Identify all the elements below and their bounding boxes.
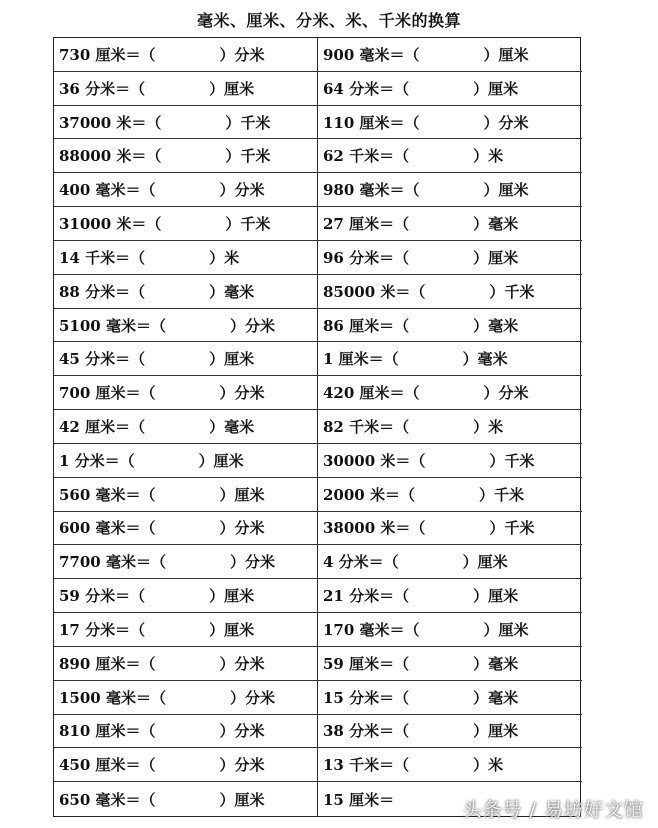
problem-question: 110 厘米＝（ — [323, 113, 420, 132]
problem-unit: ）分米 — [219, 756, 265, 775]
problem-cell-left — [54, 309, 318, 343]
problem-unit: ）毫米 — [473, 215, 519, 234]
problem-question: 30000 米＝（ — [323, 451, 426, 470]
problem-cell-left — [54, 647, 318, 681]
problem-unit: ）米 — [473, 417, 504, 436]
problem-unit: ）千米 — [225, 113, 271, 132]
problem-question: 400 毫米＝（ — [59, 181, 156, 200]
problem-cell-left — [54, 512, 318, 546]
problem-cell-left — [54, 545, 318, 579]
problem-unit: ）千米 — [225, 215, 271, 234]
problem-cell-right — [318, 275, 582, 309]
problem-cell-right — [318, 748, 582, 782]
problem-unit: ）分米 — [219, 519, 265, 538]
conversion-table — [53, 37, 581, 817]
problem-cell-right — [318, 681, 582, 715]
problem-question: 650 毫米＝（ — [59, 790, 156, 809]
problem-question: 85000 米＝（ — [323, 282, 426, 301]
problem-unit: ）厘米 — [209, 350, 255, 369]
problem-unit: ）厘米 — [209, 587, 255, 606]
problem-unit: ）厘米 — [483, 45, 529, 64]
problem-cell-right — [318, 579, 582, 613]
problem-unit: ）毫米 — [209, 282, 255, 301]
problem-unit: ）厘米 — [219, 790, 265, 809]
problem-cell-right — [318, 241, 582, 275]
problem-question: 37000 米＝（ — [59, 113, 162, 132]
problem-unit: ）分米 — [219, 181, 265, 200]
problem-question: 420 厘米＝（ — [323, 384, 420, 403]
problem-question: 810 厘米＝（ — [59, 722, 156, 741]
problem-cell-right — [318, 106, 582, 140]
problem-question: 86 厘米＝（ — [323, 316, 410, 335]
problem-cell-right — [318, 139, 582, 173]
problem-cell-left — [54, 748, 318, 782]
problem-cell-right — [318, 545, 582, 579]
problem-question: 890 厘米＝（ — [59, 654, 156, 673]
problem-unit: ）分米 — [483, 384, 529, 403]
problem-question: 4 分米＝（ — [323, 553, 399, 572]
problem-cell-right — [318, 207, 582, 241]
problem-cell-left — [54, 139, 318, 173]
problem-cell-left — [54, 715, 318, 749]
problem-unit: ）厘米 — [483, 181, 529, 200]
problem-question: 1 厘米＝（ — [323, 350, 399, 369]
problem-cell-left — [54, 207, 318, 241]
problem-cell-left — [54, 681, 318, 715]
problem-cell-left — [54, 241, 318, 275]
problem-cell-right — [318, 715, 582, 749]
problem-cell-right — [318, 72, 582, 106]
problem-unit: ）厘米 — [219, 485, 265, 504]
problem-question: 38000 米＝（ — [323, 519, 426, 538]
problem-question: 59 分米＝（ — [59, 587, 146, 606]
problem-cell-left — [54, 106, 318, 140]
problem-unit: ）米 — [473, 147, 504, 166]
problem-unit: ）千米 — [489, 519, 535, 538]
problem-unit: ）厘米 — [473, 79, 519, 98]
problem-cell-right — [318, 376, 582, 410]
problem-question: 88000 米＝（ — [59, 147, 162, 166]
problem-question: 980 毫米＝（ — [323, 181, 420, 200]
problem-question: 1500 毫米＝（ — [59, 688, 166, 707]
problem-unit: ）千米 — [478, 485, 524, 504]
problem-unit: ）分米 — [219, 45, 265, 64]
problem-question: 88 分米＝（ — [59, 282, 146, 301]
problem-question: 600 毫米＝（ — [59, 519, 156, 538]
problem-unit: ）毫米 — [209, 417, 255, 436]
problem-question: 700 厘米＝（ — [59, 384, 156, 403]
problem-unit: ）分米 — [229, 553, 275, 572]
problem-unit: ）分米 — [219, 654, 265, 673]
problem-cell-right — [318, 38, 582, 72]
problem-cell-left — [54, 444, 318, 478]
problem-cell-right — [318, 512, 582, 546]
problem-question: 36 分米＝（ — [59, 79, 146, 98]
problem-question: 42 厘米＝（ — [59, 417, 146, 436]
problem-unit: ）厘米 — [483, 620, 529, 639]
problem-cell-left — [54, 173, 318, 207]
problem-cell-right — [318, 647, 582, 681]
watermark-text: 头条号 / 易坊好文馆 — [462, 799, 644, 821]
problem-question: 450 厘米＝（ — [59, 756, 156, 775]
problem-question: 82 千米＝（ — [323, 417, 410, 436]
problem-question: 21 分米＝（ — [323, 587, 410, 606]
problem-cell-left — [54, 38, 318, 72]
problem-question: 38 分米＝（ — [323, 722, 410, 741]
problem-unit: ）分米 — [219, 722, 265, 741]
watermark — [463, 795, 644, 822]
problem-unit: ）千米 — [489, 282, 535, 301]
problem-unit: ）毫米 — [462, 350, 508, 369]
problem-cell-right — [318, 478, 582, 512]
problem-question: 730 厘米＝（ — [59, 45, 156, 64]
problem-cell-right — [318, 613, 582, 647]
problem-question: 14 千米＝（ — [59, 248, 146, 267]
problem-question: 15 分米＝（ — [323, 688, 410, 707]
problem-unit: ）分米 — [229, 688, 275, 707]
problem-unit: ）厘米 — [209, 79, 255, 98]
problem-unit: ）米 — [209, 248, 240, 267]
problem-cell-left — [54, 376, 318, 410]
problem-question: 31000 米＝（ — [59, 215, 162, 234]
problem-unit: ）厘米 — [462, 553, 508, 572]
problem-cell-left — [54, 410, 318, 444]
problem-question: 15 厘米＝ — [323, 790, 395, 809]
problem-unit: ）千米 — [489, 451, 535, 470]
problem-unit: ）分米 — [229, 316, 275, 335]
problem-unit: ）毫米 — [473, 316, 519, 335]
problem-question: 64 分米＝（ — [323, 79, 410, 98]
problem-unit: ）分米 — [219, 384, 265, 403]
problem-cell-left — [54, 782, 318, 816]
problem-question: 900 毫米＝（ — [323, 45, 420, 64]
problem-cell-right — [318, 410, 582, 444]
problem-question: 7700 毫米＝（ — [59, 553, 166, 572]
problem-unit: ）米 — [473, 756, 504, 775]
problem-cell-left — [54, 613, 318, 647]
problem-question: 27 厘米＝（ — [323, 215, 410, 234]
problem-unit: ）厘米 — [473, 248, 519, 267]
problem-question: 59 厘米＝（ — [323, 654, 410, 673]
problem-question: 96 分米＝（ — [323, 248, 410, 267]
problem-unit: ）毫米 — [473, 688, 519, 707]
problem-question: 1 分米＝（ — [59, 451, 135, 470]
problem-question: 5100 毫米＝（ — [59, 316, 166, 335]
problem-cell-right — [318, 444, 582, 478]
problem-unit: ）毫米 — [473, 654, 519, 673]
problem-cell-right — [318, 309, 582, 343]
problem-cell-left — [54, 342, 318, 376]
problem-question: 2000 米＝（ — [323, 485, 415, 504]
problem-question: 45 分米＝（ — [59, 350, 146, 369]
problem-question: 170 毫米＝（ — [323, 620, 420, 639]
problem-cell-left — [54, 72, 318, 106]
problem-unit: ）千米 — [225, 147, 271, 166]
problem-cell-right — [318, 342, 582, 376]
problem-cell-left — [54, 275, 318, 309]
problem-question: 62 千米＝（ — [323, 147, 410, 166]
problem-unit: ）厘米 — [473, 722, 519, 741]
problem-question: 560 毫米＝（ — [59, 485, 156, 504]
worksheet-title: 毫米、厘米、分米、米、千米的换算 — [196, 11, 461, 30]
problem-cell-left — [54, 579, 318, 613]
problem-unit: ）分米 — [483, 113, 529, 132]
problem-question: 17 分米＝（ — [59, 620, 146, 639]
problem-unit: ）厘米 — [198, 451, 244, 470]
problem-unit: ）厘米 — [473, 587, 519, 606]
problem-unit: ）厘米 — [209, 620, 255, 639]
problem-question: 13 千米＝（ — [323, 756, 410, 775]
problem-cell-left — [54, 478, 318, 512]
problem-cell-right — [318, 173, 582, 207]
